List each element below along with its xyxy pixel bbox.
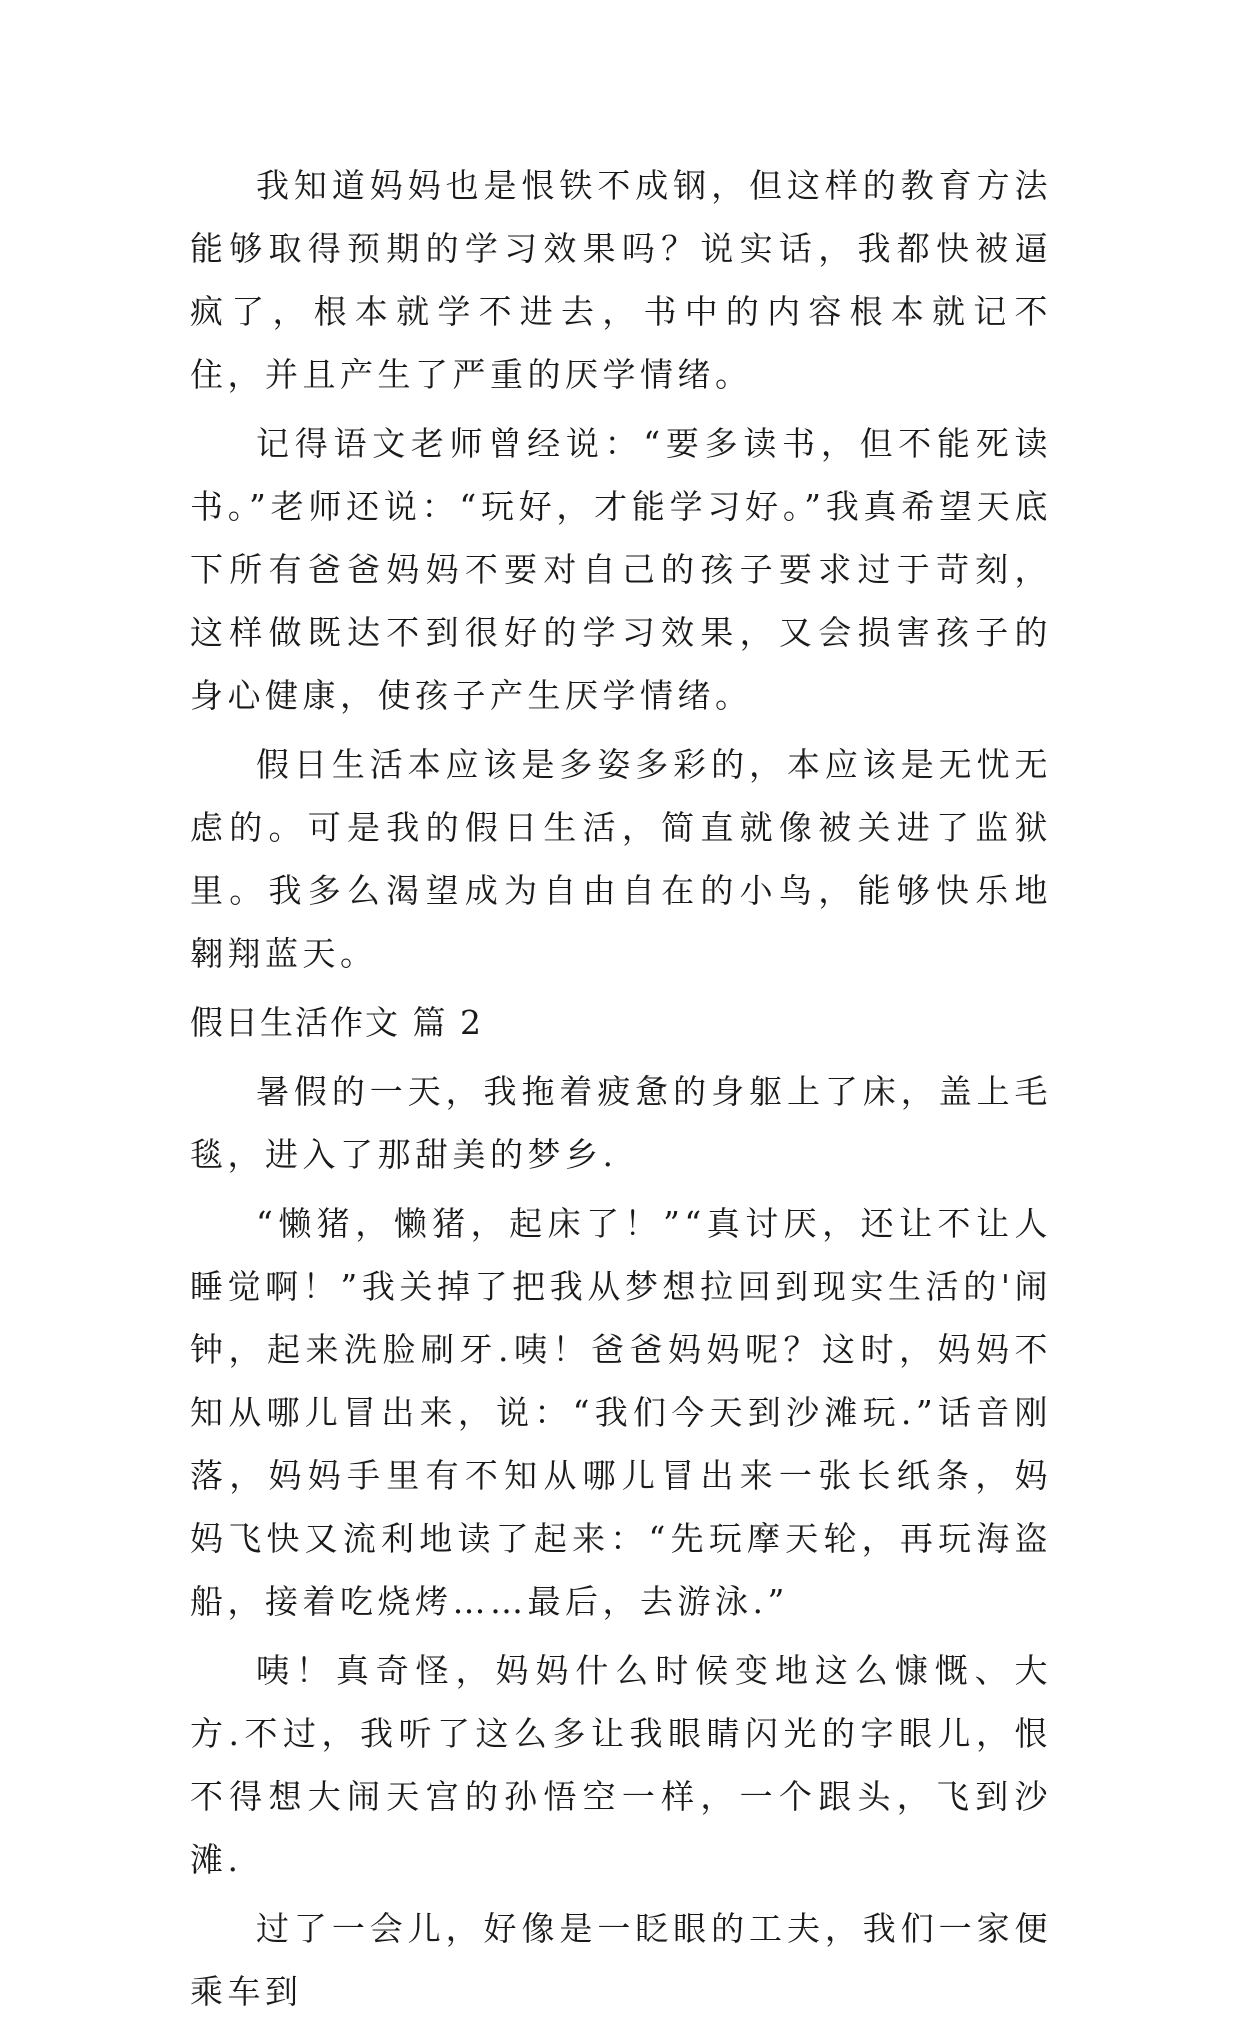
paragraph: “懒猪，懒猪，起床了！”“真讨厌，还让不让人睡觉啊！”我关掉了把我从梦想拉回到现实生活的'闹钟，起来洗脸刷牙.咦！爸爸妈妈呢？这时，妈妈不知从哪儿冒出来，说：“我们今天到沙滩玩.”话音刚落，妈妈手里有不知从哪儿冒出来一张长纸条，妈妈飞快又流利地读了起来：“先玩摩天轮，再玩海盗船，接着吃烧烤……最后，去游泳.”	[190, 1204, 1052, 1621]
paragraph: 我知道妈妈也是恨铁不成钢，但这样的教育方法能够取得预期的学习效果吗？说实话，我都快被逼疯了，根本就学不进去，书中的内容根本就记不住，并且产生了严重的厌学情绪。	[190, 166, 1052, 394]
document-body	[190, 154, 1052, 2029]
section-heading: 假日生活作文 篇 2	[190, 1003, 483, 1042]
paragraph: 记得语文老师曾经说：“要多读书，但不能死读书。”老师还说：“玩好，才能学习好。”我真希望天底下所有爸爸妈妈不要对自己的孩子要求过于苛刻，这样做既达不到很好的学习效果，又会损害孩子的身心健康，使孩子产生厌学情绪。	[190, 424, 1052, 715]
paragraph: 假日生活本应该是多姿多彩的，本应该是无忧无虑的。可是我的假日生活，简直就像被关进了监狱里。我多么渴望成为自由自在的小鸟，能够快乐地翱翔蓝天。	[190, 745, 1052, 973]
paragraph: 暑假的一天，我拖着疲惫的身躯上了床，盖上毛毯，进入了那甜美的梦乡.	[190, 1072, 1052, 1174]
paragraph: 咦！真奇怪，妈妈什么时候变地这么慷慨、大方.不过，我听了这么多让我眼睛闪光的字眼儿，恨不得想大闹天宫的孙悟空一样，一个跟头，飞到沙滩.	[190, 1651, 1052, 1879]
paragraph: 过了一会儿，好像是一眨眼的工夫，我们一家便乘车到	[190, 1909, 1052, 2011]
